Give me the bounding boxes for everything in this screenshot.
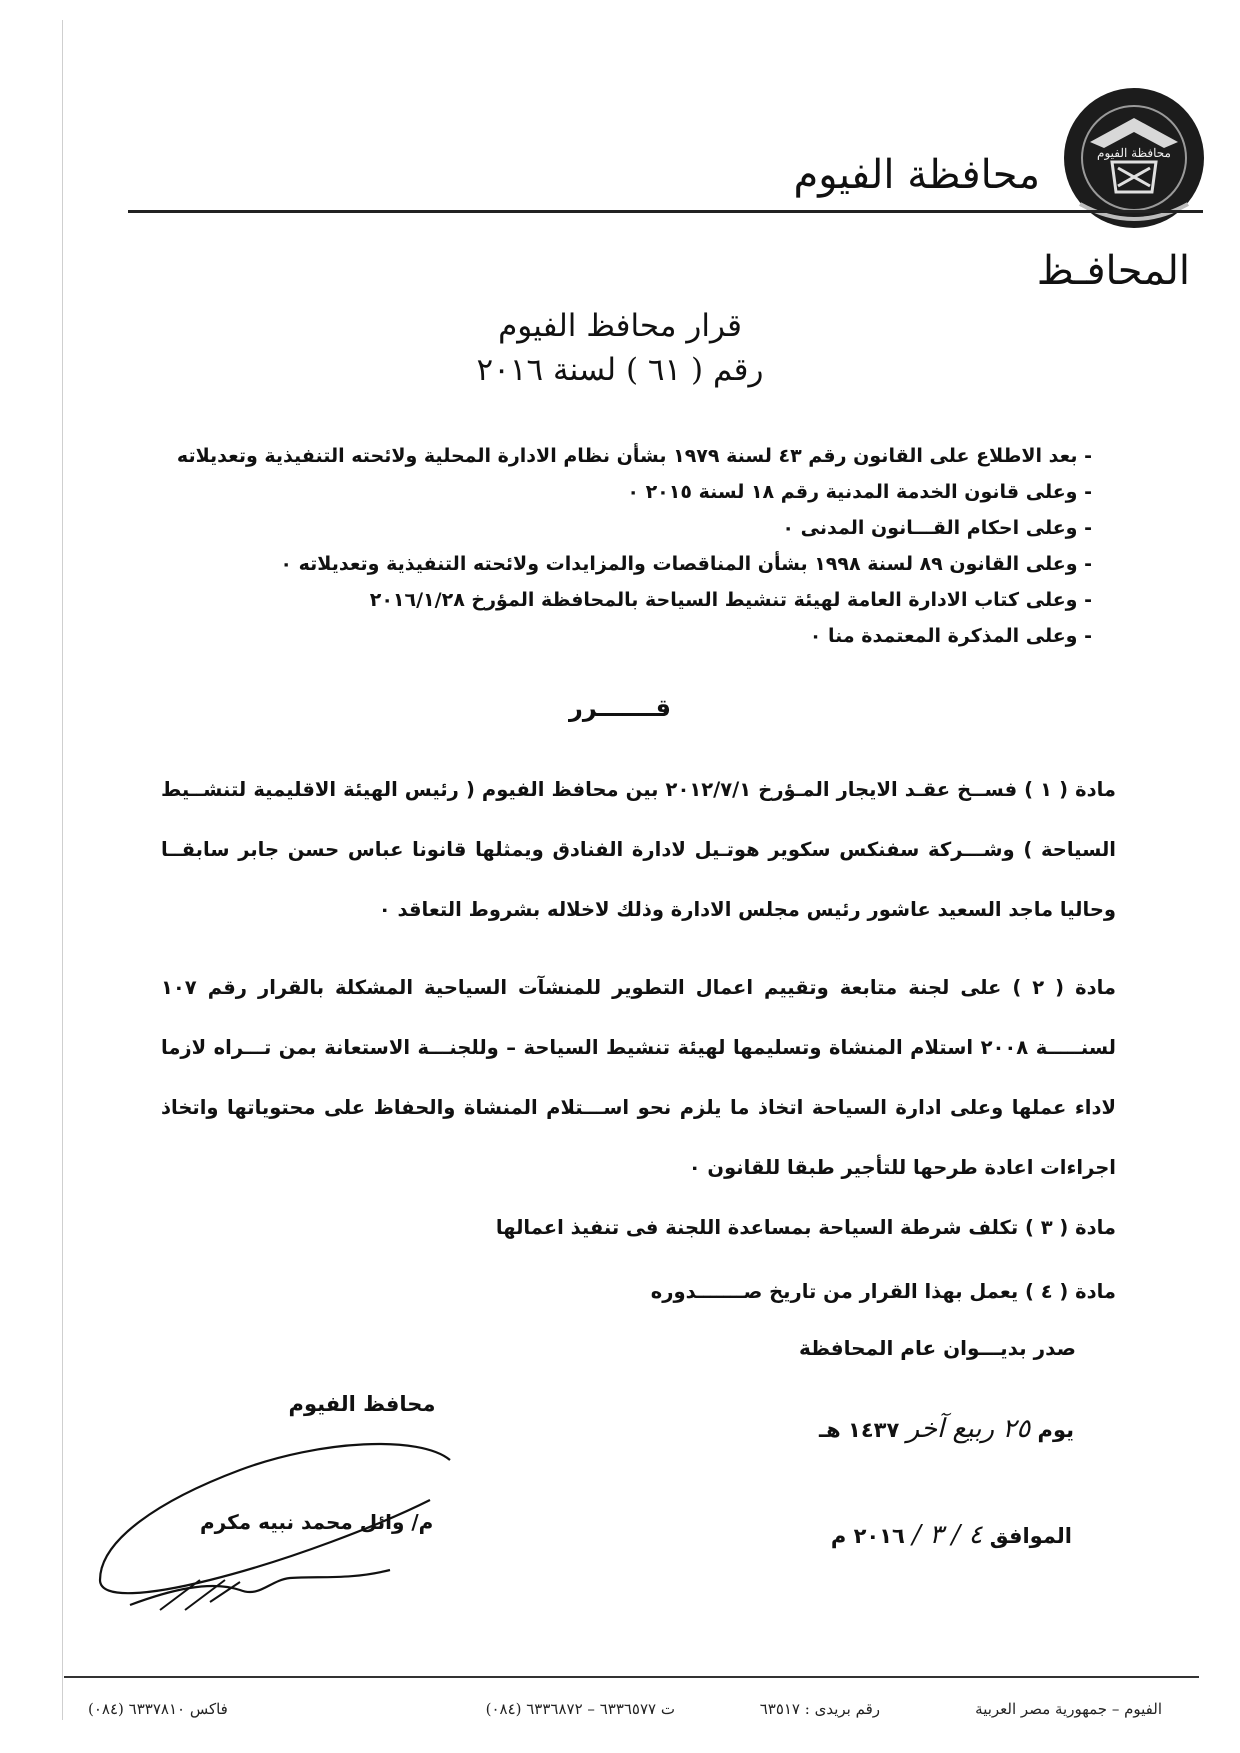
article-text: يعمل بهذا القرار من تاريخ صـــــــدوره bbox=[650, 1280, 1019, 1303]
footer-po-box: رقم بريدى : ٦٣٥١٧ bbox=[759, 1700, 880, 1718]
decision-title: قرار محافظ الفيوم bbox=[498, 308, 742, 344]
article-label: مادة ( ٣ ) bbox=[1024, 1216, 1116, 1239]
article-text: تكلف شرطة السياحة بمساعدة اللجنة فى تنفيذ اعمالها bbox=[495, 1216, 1019, 1239]
handwritten-day-month: ٤ / ٣ / bbox=[912, 1520, 983, 1550]
article-text: على لجنة متابعة وتقييم اعمال التطوير للمنشآت السياحية المشكلة بالقرار رقم ١٠٧ لسنـــــة ٢٠٠٨ استلام المنشاة وتسليمها لهيئة تنشيط السياحة – وللجنـــة الاستعانة بمن تـــراه لازما لاداء عملها وعلى ادارة السياحة اتخاذ ما يلزم نحو اســـتلام المنشاة والحفاظ على محتوياتها واتخاذ اجراءات اعادة طرحها للتأجير طبقا للقانون ٠ bbox=[161, 976, 1116, 1179]
article-4 bbox=[161, 1262, 1116, 1322]
hijri-date bbox=[819, 1414, 1074, 1444]
hijri-year: ١٤٣٧ هـ bbox=[818, 1418, 900, 1442]
office-title: المحافـظ bbox=[1036, 248, 1190, 294]
seal-text: محافظة الفيوم bbox=[1097, 146, 1171, 160]
issued-statement: صدر بديـــوان عام المحافظة bbox=[798, 1336, 1076, 1360]
article-label: مادة ( ٢ ) bbox=[1012, 976, 1116, 999]
preamble-item: - وعلى القانون ٨٩ لسنة ١٩٩٨ بشأن المناقصات والمزايدات ولائحته التنفيذية وتعديلاته ٠ bbox=[280, 553, 1092, 575]
preamble-item: - وعلى المذكرة المعتمدة منا ٠ bbox=[809, 625, 1092, 647]
preamble-item: - بعد الاطلاع على القانون رقم ٤٣ لسنة ١٩٧٩ بشأن نظام الادارة المحلية ولائحته التنفيذية وتعديلاته bbox=[176, 445, 1092, 467]
footer-fax: فاكس ٦٣٣٧٨١٠ (٠٨٤) bbox=[88, 1700, 228, 1718]
footer-address: الفيوم – جمهورية مصر العربية bbox=[975, 1700, 1162, 1718]
footer-divider bbox=[64, 1676, 1199, 1678]
preamble-item: - وعلى احكام القـــانون المدنى ٠ bbox=[782, 517, 1092, 539]
signatory-name: م/ وائل محمد نبيه مكرم bbox=[200, 1510, 434, 1534]
article-2 bbox=[161, 958, 1116, 1198]
article-text: فســخ عقـد الايجار المـؤرخ ٢٠١٢/٧/١ بين محافظ الفيوم ( رئيس الهيئة الاقليمية لتنشــيط السياحة ) وشـــركة سفنكس سكوير هوتـيل لادارة الفنادق ويمثلها قانونا عباس حسن جابر سابقــا وحاليا ماجد السعيد عاشور رئيس مجلس الادارة وذلك لاخلاله بشروط التعاقد ٠ bbox=[161, 778, 1116, 921]
preamble-item: - وعلى كتاب الادارة العامة لهيئة تنشيط السياحة بالمحافظة المؤرخ ٢٠١٦/١/٢٨ bbox=[369, 589, 1092, 611]
preamble-list bbox=[132, 438, 1092, 654]
decision-number: رقم ( ٦١ ) لسنة ٢٠١٦ bbox=[476, 352, 764, 388]
article-label: مادة ( ١ ) bbox=[1024, 778, 1117, 801]
preamble-item: - وعلى قانون الخدمة المدنية رقم ١٨ لسنة ٢٠١٥ ٠ bbox=[627, 481, 1092, 503]
gregorian-date bbox=[831, 1520, 1072, 1550]
decided-heading: قـــــــرر bbox=[569, 694, 671, 722]
gregorian-year: ٢٠١٦ م bbox=[830, 1524, 905, 1548]
footer-phone: ت ٦٣٣٦٥٧٧ – ٦٣٣٦٨٧٢ (٠٨٤) bbox=[485, 1700, 675, 1718]
page-edge bbox=[62, 20, 63, 1720]
date-prefix: الموافق bbox=[989, 1524, 1072, 1548]
handwritten-day: ٢٥ ربيع آخر bbox=[906, 1414, 1031, 1444]
article-1 bbox=[161, 760, 1116, 940]
header-divider bbox=[128, 210, 1203, 213]
article-label: مادة ( ٤ ) bbox=[1024, 1280, 1116, 1303]
article-3 bbox=[161, 1198, 1116, 1258]
governorate-name: محافظة الفيوم bbox=[793, 152, 1040, 198]
date-prefix: يوم bbox=[1037, 1418, 1074, 1442]
signatory-title: محافظ الفيوم bbox=[288, 1392, 436, 1416]
